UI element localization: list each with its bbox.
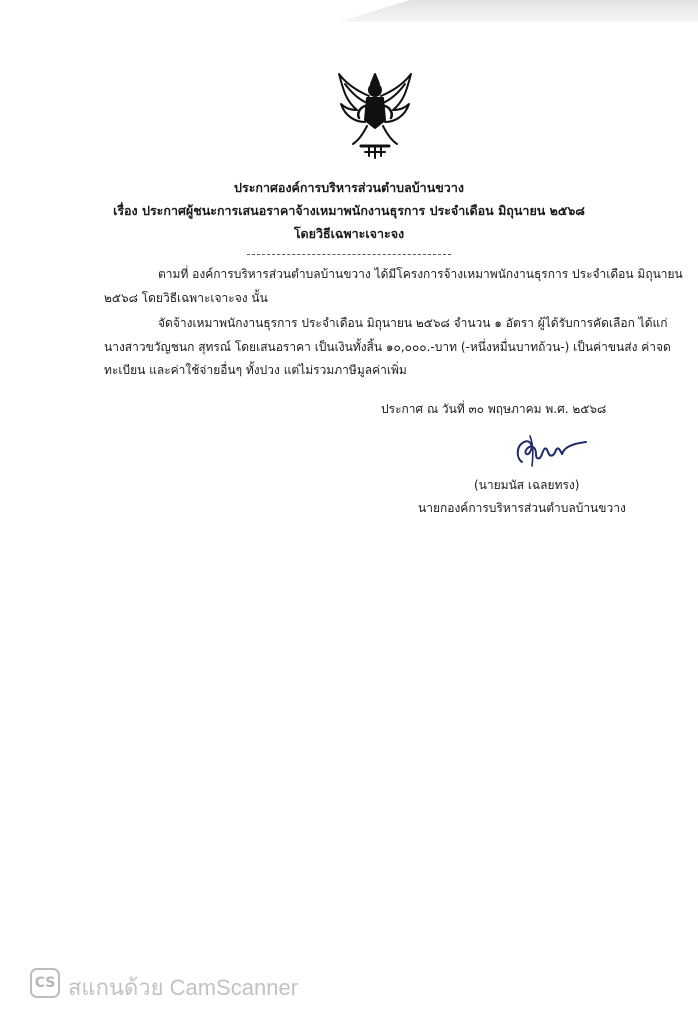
announcement-title: ประกาศองค์การบริหารส่วนตำบลบ้านขวาง (234, 180, 464, 195)
signer-name: (นายมนัส เฉลยทรง) (474, 478, 580, 492)
garuda-emblem-icon (335, 70, 415, 160)
paragraph-1-line-1: ตามที่ องค์การบริหารส่วนตำบลบ้านขวาง ได้มีโครงการจ้างเหมาพนักงานธุรการ ประจำเดือน มิถุนายน (158, 267, 683, 281)
paragraph-2-line-1: จัดจ้างเหมาพนักงานธุรการ ประจำเดือน มิถุนายน ๒๕๖๘ จำนวน ๑ อัตรา ผู้ได้รับการคัดเลือก ได้แก่ (158, 316, 668, 330)
divider-line (247, 254, 451, 255)
announce-date: ประกาศ ณ วันที่ ๓๐ พฤษภาคม พ.ศ. ๒๕๖๘ (381, 402, 607, 416)
camscanner-logo-icon: CS (30, 968, 60, 998)
signer-position: นายกองค์การบริหารส่วนตำบลบ้านขวาง (418, 501, 626, 515)
signature-image (510, 432, 590, 470)
camscanner-watermark: สแกนด้วย CamScanner (68, 975, 299, 1000)
scan-shadow (338, 0, 698, 22)
announcement-method: โดยวิธีเฉพาะเจาะจง (293, 226, 405, 241)
announcement-subject: เรื่อง ประกาศผู้ชนะการเสนอราคาจ้างเหมาพนักงานธุรการ ประจำเดือน มิถุนายน ๒๕๖๘ (113, 203, 585, 218)
paragraph-1-line-2: ๒๕๖๘ โดยวิธีเฉพาะเจาะจง นั้น (104, 291, 268, 305)
paragraph-2-line-3: ทะเบียน และค่าใช้จ่ายอื่นๆ ทั้งปวง แต่ไม่รวมภาษีมูลค่าเพิ่ม (104, 363, 407, 377)
paragraph-2-line-2: นางสาวขวัญชนก สุทรณ์ โดยเสนอราคา เป็นเงินทั้งสิ้น ๑๐,๐๐๐.-บาท (-หนึ่งหมื่นบาทถ้วน-) เป็นค่าขนส่ง ค่าจด (104, 340, 671, 354)
